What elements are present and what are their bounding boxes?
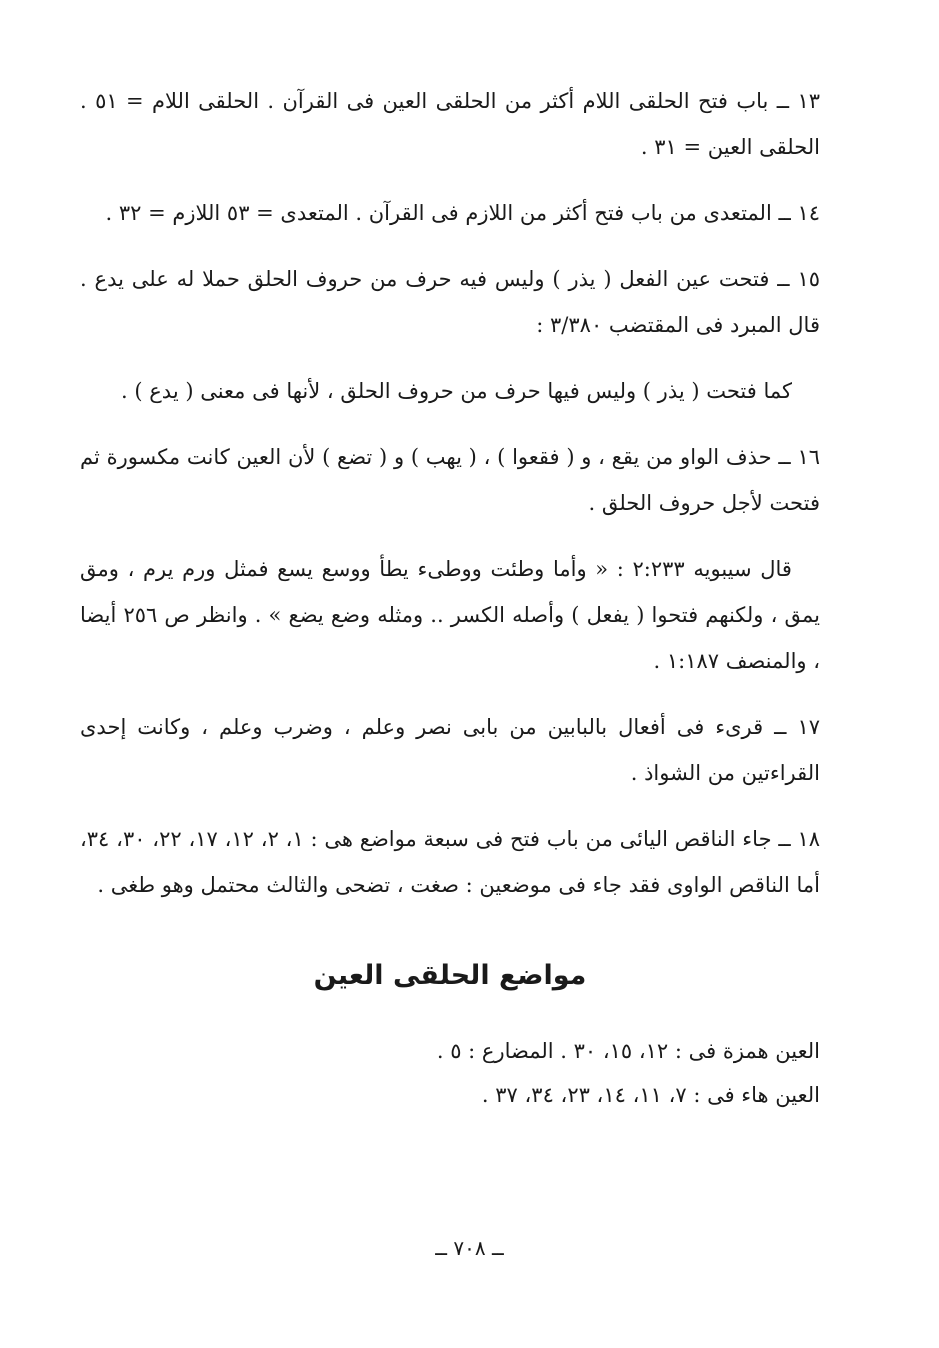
note-13: ١٣ ــ باب فتح الحلقى اللام أكثر من الحلقى العين فى القرآن . الحلقى اللام = ٥١ . الحلقى العين = ٣١ . — [80, 89, 821, 159]
note-14: ١٤ ــ المتعدى من باب فتح أكثر من اللازم فى القرآن . المتعدى = ٥٣ اللازم = ٣٢ . — [105, 201, 820, 225]
line-hamza: العين همزة فى : ١٢، ١٥، ٣٠ . المضارع : ٥ . — [436, 1039, 820, 1063]
quote-sibawayh: قال سيبويه ٢:٢٣٣ : « وأما وطئت ووطىء يطأ ووسع يسع فمثل ورم يرم ، ومق يمق ، ولكنهم فتحوا ( يفعل ) وأصله الكسر .. ومثله وضع يضع » . وانظر ص ٢٥٦ أيضا ، والمنصف ١:١٨٧ . — [80, 557, 820, 673]
note-15: ١٥ ــ فتحت عين الفعل ( يذر ) وليس فيه حرف من حروف الحلق حملا له على يدع . قال المبرد فى المقتضب ٣/٣٨٠ : — [80, 267, 820, 337]
page-number: ــ ٧٠٨ ــ — [435, 1236, 504, 1260]
section-heading: مواضع الحلقى العين — [313, 960, 587, 991]
line-haa: العين هاء فى : ٧، ١١، ١٤، ٢٣، ٣٤، ٣٧ . — [481, 1083, 820, 1107]
locations-list — [320, 1029, 820, 1117]
quote-mubarrad: كما فتحت ( يذر ) وليس فيها حرف من حروف الحلق ، لأنها فى معنى ( يدع ) . — [121, 379, 792, 403]
note-17: ١٧ ــ قرىء فى أفعال بالبابين من بابى نصر وعلم ، وضرب وعلم ، وكانت إحدى القراءتين من الشواذ . — [80, 715, 820, 785]
page-body — [80, 78, 820, 1117]
note-18: ١٨ ــ جاء الناقص اليائى من باب فتح فى سبعة مواضع هى : ١، ٢، ١٢، ١٧، ٢٢، ٣٠، ٣٤، أما الناقص الواوى فقد جاء فى موضعين : صغت ، تضحى والثالث محتمل وهو طغى . — [80, 827, 821, 897]
note-16: ١٦ ــ حذف الواو من يقع ، و ( فقعوا ) ، ( يهب ) و ( تضع ) لأن العين كانت مكسورة ثم فتحت لأجل حروف الحلق . — [80, 445, 820, 515]
